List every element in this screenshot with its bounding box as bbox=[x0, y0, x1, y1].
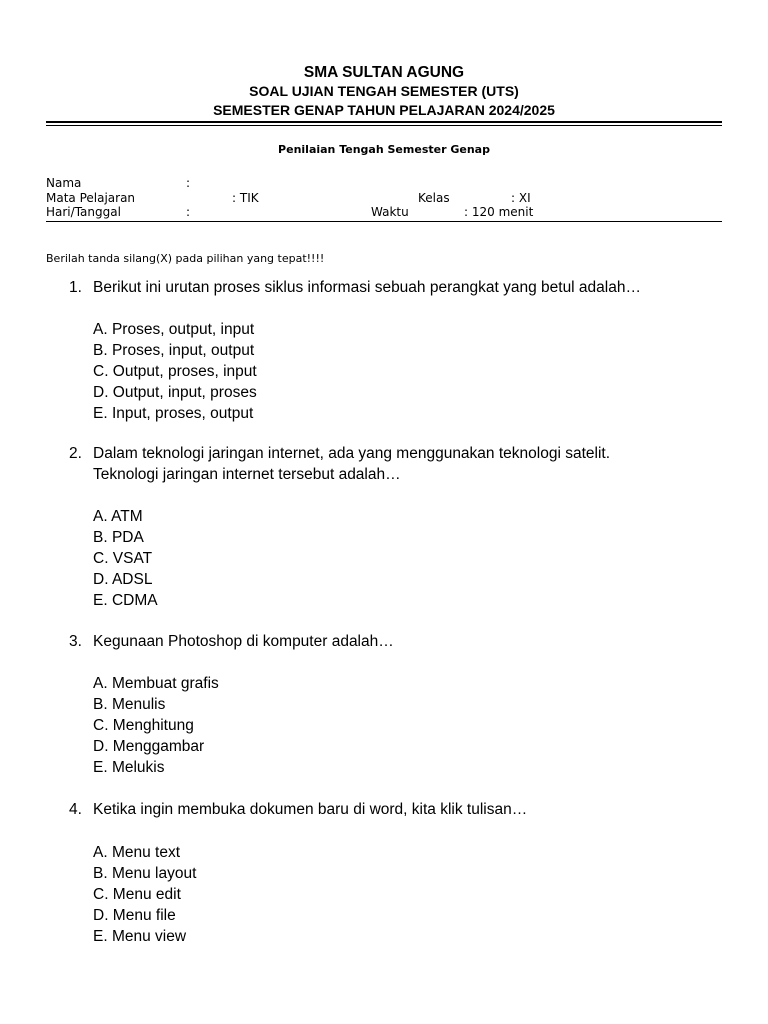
option-e[interactable]: E. Menu view bbox=[93, 928, 187, 945]
option-b[interactable]: B. PDA bbox=[93, 529, 144, 546]
option-b[interactable]: B. Proses, input, output bbox=[93, 342, 255, 359]
header-rule-thin bbox=[46, 125, 722, 126]
option-e[interactable]: E. Melukis bbox=[93, 759, 165, 776]
waktu-value: : 120 menit bbox=[464, 205, 534, 219]
mapel-value: : TIK bbox=[232, 191, 259, 205]
option-b[interactable]: B. Menu layout bbox=[93, 865, 197, 882]
option-a[interactable]: A. Membuat grafis bbox=[93, 675, 219, 692]
info-rule bbox=[46, 221, 722, 222]
question-number: 2. bbox=[69, 445, 82, 462]
semester-line: SEMESTER GENAP TAHUN PELAJARAN 2024/2025 bbox=[213, 102, 555, 118]
hari-colon: : bbox=[186, 205, 191, 219]
option-a[interactable]: A. Menu text bbox=[93, 844, 181, 861]
option-d[interactable]: D. Menu file bbox=[93, 907, 176, 924]
option-d[interactable]: D. Output, input, proses bbox=[93, 384, 257, 401]
question-text-line-2: Teknologi jaringan internet tersebut adalah… bbox=[93, 466, 401, 483]
header-rule-thick bbox=[46, 121, 722, 123]
option-c[interactable]: C. Menghitung bbox=[93, 717, 194, 734]
school-name: SMA SULTAN AGUNG bbox=[303, 64, 465, 81]
question-text: Dalam teknologi jaringan internet, ada yang menggunakan teknologi satelit. bbox=[93, 445, 611, 462]
nama-label: Nama bbox=[46, 176, 82, 190]
option-e[interactable]: E. Input, proses, output bbox=[93, 405, 254, 422]
exam-title: SOAL UJIAN TENGAH SEMESTER (UTS) bbox=[249, 83, 519, 99]
option-b[interactable]: B. Menulis bbox=[93, 696, 166, 713]
option-a[interactable]: A. Proses, output, input bbox=[93, 321, 255, 338]
option-c[interactable]: C. Output, proses, input bbox=[93, 363, 257, 380]
option-e[interactable]: E. CDMA bbox=[93, 592, 158, 609]
instruction-text: Berilah tanda silang(X) pada pilihan yang tepat!!!! bbox=[46, 252, 325, 265]
option-a[interactable]: A. ATM bbox=[93, 508, 143, 525]
kelas-value: : XI bbox=[511, 191, 531, 205]
waktu-label: Waktu bbox=[371, 205, 409, 219]
question-text: Kegunaan Photoshop di komputer adalah… bbox=[93, 633, 394, 650]
question-text: Berikut ini urutan proses siklus informasi sebuah perangkat yang betul adalah… bbox=[93, 279, 641, 296]
kelas-label: Kelas bbox=[418, 191, 450, 205]
nama-colon: : bbox=[186, 176, 191, 190]
option-c[interactable]: C. VSAT bbox=[93, 550, 153, 567]
question-number: 4. bbox=[69, 801, 82, 818]
page-subtitle: Penilaian Tengah Semester Genap bbox=[278, 143, 490, 156]
mapel-label: Mata Pelajaran bbox=[46, 191, 136, 205]
question-text: Ketika ingin membuka dokumen baru di word, kita klik tulisan… bbox=[93, 801, 528, 818]
option-d[interactable]: D. Menggambar bbox=[93, 738, 205, 755]
question-number: 1. bbox=[69, 279, 82, 296]
option-c[interactable]: C. Menu edit bbox=[93, 886, 181, 903]
option-d[interactable]: D. ADSL bbox=[93, 571, 153, 588]
hari-label: Hari/Tanggal bbox=[46, 205, 121, 219]
question-number: 3. bbox=[69, 633, 82, 650]
